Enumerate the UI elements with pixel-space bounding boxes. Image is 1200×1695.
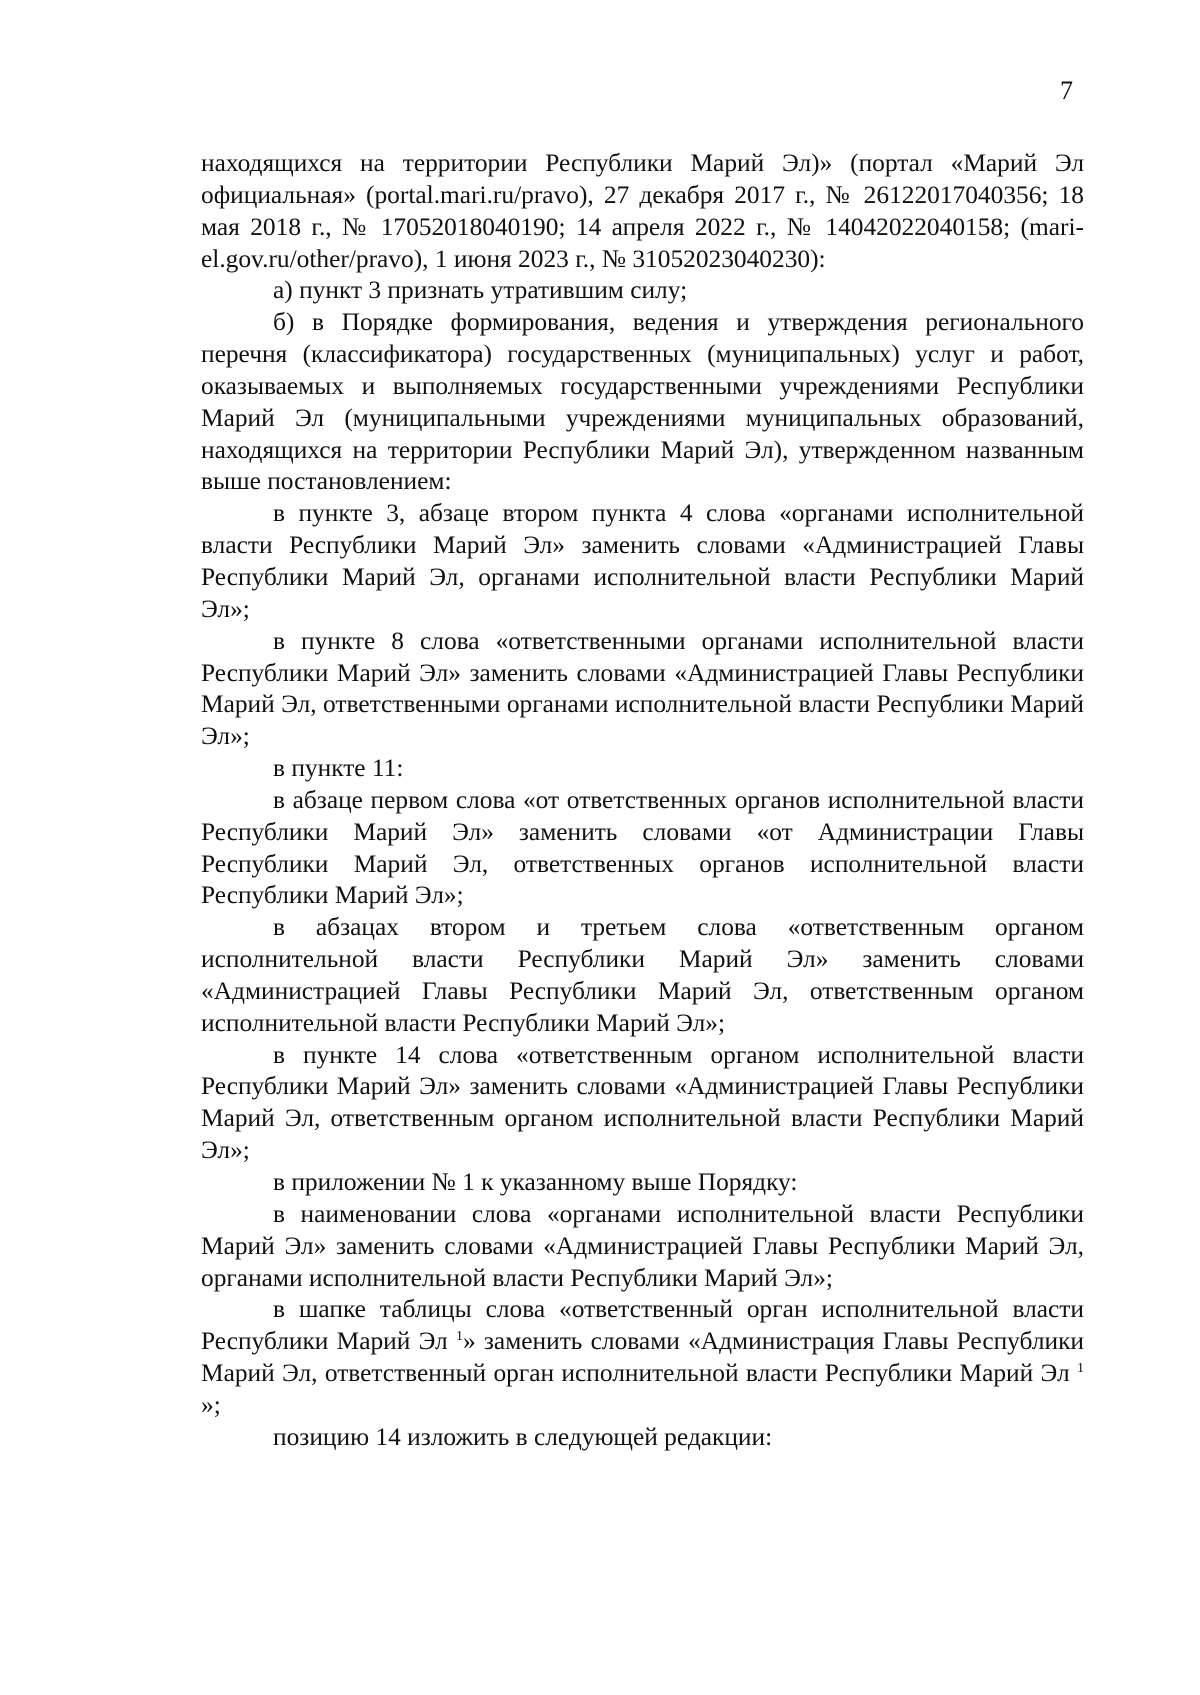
paragraph-points-3-4: в пункте 3, абзаце втором пункта 4 слова «органами исполнительной власти Республики Марий Эл» заменить словами «Администрацией Главы Республики Марий Эл, органами исполнительной власти Республики Марий Эл»; — [201, 499, 1084, 623]
document-body — [201, 148, 1084, 1454]
paragraph-continuation: находящихся на территории Республики Марий Эл)» (портал «Марий Эл официальная» (portal.mari.ru/pravo), 27 декабря 2017 г., № 26122017040356; 18 мая 2018 г., № 17052018040190; 14 апреля 2022 г., № 14042022040158; (mari-el.gov.ru/other/pravo), 1 июня 2023 г., № 31052023040230): — [201, 149, 1084, 273]
paragraph-point-8: в пункте 8 слова «ответственными органами исполнительной власти Республики Марий Эл» заменить словами «Администрацией Главы Республики Марий Эл, ответственными органами исполнительной власти Республики Марий Эл»; — [201, 626, 1084, 751]
paragraph-position-14: позицию 14 изложить в следующей редакции: — [273, 1422, 773, 1451]
paragraph-appendix-1: в приложении № 1 к указанному выше Порядку: — [273, 1168, 798, 1196]
paragraph-point-11: в пункте 11: — [273, 754, 404, 783]
paragraph-item-b: б) в Порядке формирования, ведения и утверждения регионального перечня (классификатора) государственных (муниципальных) услуг и работ, оказываемых и выполняемых государственными учреждениями Республики Марий Эл (муниципальными учреждениями муниципальных образований, находящихся на территории Республики Марий Эл), утвержденном названным выше постановлением: — [201, 308, 1084, 496]
paragraph-point-11-second-third: в абзацах втором и третьем слова «ответственным органом исполнительной власти Республики Марий Эл» заменить словами «Администрацией Главы Республики Марий Эл, ответственным органом исполнительной власти Республики Марий Эл»; — [201, 913, 1084, 1037]
table-header-text-3: »; — [201, 1390, 221, 1419]
table-header-text-1: в шапке таблицы слова «ответственный орган исполнительной власти Республики Марий Эл — [201, 1295, 1084, 1356]
paragraph-appendix-title: в наименовании слова «органами исполнительной власти Республики Марий Эл» заменить словами «Администрацией Главы Республики Марий Эл, органами исполнительной власти Республики Марий Эл»; — [201, 1199, 1084, 1292]
footnote-mark: 1 — [455, 1329, 463, 1345]
table-header-text-2: » заменить словами «Администрация Главы Республики Марий Эл, ответственный орган исполнительной власти Республики Марий Эл — [201, 1327, 1085, 1388]
paragraph-point-11-first: в абзаце первом слова «от ответственных органов исполнительной власти Республики Марий Эл» заменить словами «от Администрации Главы Республики Марий Эл, ответственных органов исполнительной власти Республики Марий Эл»; — [201, 785, 1084, 910]
paragraph-point-14: в пункте 14 слова «ответственным органом исполнительной власти Республики Марий Эл» заменить словами «Администрацией Главы Республики Марий Эл, ответственным органом исполнительной власти Республики Марий Эл»; — [201, 1040, 1084, 1165]
paragraph-item-a: а) пункт 3 признать утратившим силу; — [273, 276, 688, 305]
paragraph-table-header — [201, 1294, 1084, 1421]
footnote-mark: 1 — [1077, 1361, 1084, 1377]
page-number: 7 — [1060, 76, 1073, 105]
